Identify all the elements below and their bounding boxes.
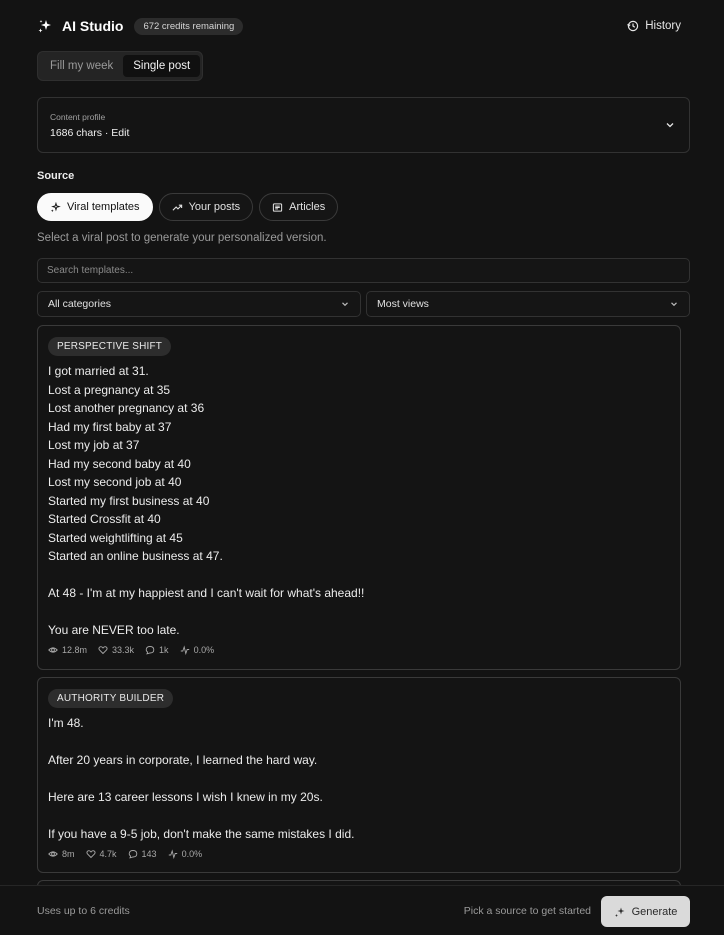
history-button[interactable] [627, 20, 681, 32]
tab-articles[interactable] [259, 193, 338, 221]
generate-button[interactable] [601, 896, 690, 927]
template-category-tag: AUTHORITY BUILDER [48, 689, 173, 708]
history-icon [627, 20, 639, 32]
comments-stat [145, 645, 169, 655]
sparkle-icon [37, 18, 53, 34]
mode-toggle [37, 51, 203, 81]
source-hint: Select a viral post to generate your personalized version. [37, 232, 327, 244]
sort-select[interactable] [366, 291, 690, 317]
eye-icon [48, 849, 58, 859]
generate-hint: Pick a source to get started [463, 905, 591, 917]
credits-badge: 672 credits remaining [134, 18, 243, 35]
source-heading: Source [37, 170, 75, 182]
app-title: AI Studio [62, 18, 124, 34]
newspaper-icon [272, 202, 283, 213]
app-header [37, 14, 688, 38]
tab-viral-templates[interactable] [37, 193, 153, 221]
chevron-down-icon [665, 120, 675, 130]
history-label: History [645, 20, 681, 32]
generate-label: Generate [631, 905, 678, 918]
comment-icon [128, 849, 138, 859]
source-tabs [37, 193, 338, 221]
heart-icon [98, 645, 108, 655]
template-category-tag: PERSPECTIVE SHIFT [48, 337, 171, 356]
tab-label: Articles [289, 201, 326, 213]
engagement-stat [168, 849, 203, 859]
content-profile-label: Content profile [50, 112, 106, 122]
template-post-text: I'm 48. After 20 years in corporate, I learned the hard way. Here are 13 career lessons I wish I knew in my 20s. If you have a 9-5 job, don't make the same mistakes I did. [48, 716, 355, 841]
credits-usage-note: Uses up to 6 credits [37, 905, 130, 917]
content-profile-value: 1686 chars · Edit [50, 127, 130, 139]
search-templates-input[interactable] [37, 258, 690, 283]
engagement-stat [180, 645, 215, 655]
eye-icon [48, 645, 58, 655]
template-card[interactable] [37, 325, 681, 670]
template-card[interactable] [37, 677, 681, 873]
views-stat [48, 645, 87, 655]
comments-count: 143 [141, 848, 157, 859]
activity-icon [168, 849, 178, 859]
trend-up-icon [172, 202, 183, 213]
likes-stat [86, 849, 117, 859]
comment-icon [145, 645, 155, 655]
post-stats [48, 849, 670, 859]
content-profile-dropdown[interactable] [37, 97, 690, 153]
engagement-rate: 0.0% [181, 848, 203, 859]
mode-single-post[interactable]: Single post [123, 55, 200, 77]
chevron-down-icon [669, 299, 679, 309]
views-count: 8m [62, 848, 75, 859]
chevron-down-icon [340, 299, 350, 309]
comments-count: 1k [159, 644, 169, 655]
sparkle-icon [50, 202, 61, 213]
brand [37, 18, 243, 35]
views-stat [48, 849, 75, 859]
tab-label: Viral templates [67, 201, 140, 213]
views-count: 12.8m [62, 644, 88, 655]
template-post-text: I got married at 31. Lost a pregnancy at 35 Lost another pregnancy at 36 Had my first baby at 37 Lost my job at 37 Had my second baby at 40 Lost my second job at 40 Started my first business at 40 Started Crossfit at 40 Started weightlifting at 45 Started an online business at 47. At 48 - I'm at my happiest and I can't wait for what's ahead!! You are NEVER too late. [48, 364, 365, 637]
sparkle-icon [614, 906, 626, 918]
activity-icon [180, 645, 190, 655]
category-select[interactable] [37, 291, 361, 317]
sort-value: Most views [377, 298, 429, 310]
tab-label: Your posts [188, 201, 241, 213]
footer-bar [0, 885, 724, 935]
likes-count: 33.3k [112, 644, 135, 655]
heart-icon [86, 849, 96, 859]
likes-stat [98, 645, 134, 655]
engagement-rate: 0.0% [193, 644, 215, 655]
likes-count: 4.7k [99, 848, 117, 859]
mode-fill-my-week[interactable]: Fill my week [50, 60, 114, 72]
tab-your-posts[interactable] [159, 193, 254, 221]
category-value: All categories [48, 298, 112, 310]
comments-stat [128, 849, 157, 859]
post-stats [48, 645, 670, 655]
